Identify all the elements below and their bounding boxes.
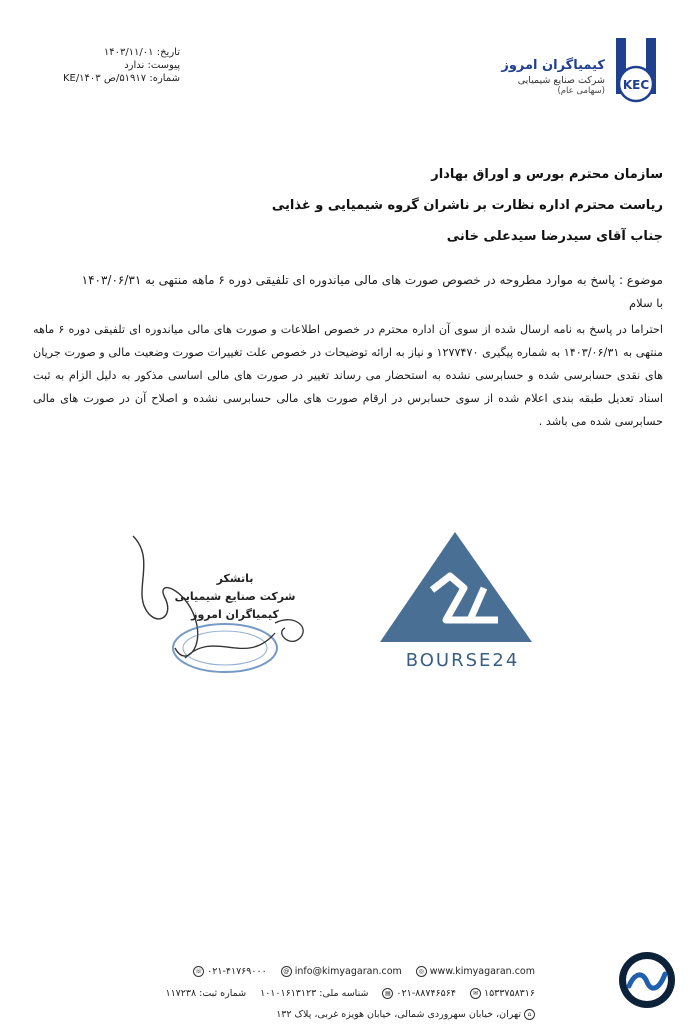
footer-row-contact: [194, 966, 535, 977]
signature-text: [165, 570, 305, 624]
letter-greeting: با سلام: [629, 296, 663, 310]
addressee-line-3: جناب آقای سیدرضا سیدعلی خانی: [446, 229, 663, 244]
letter-date: تاریخ: ۱۴۰۳/۱۱/۰۱: [103, 47, 180, 58]
footer-row-address: [205, 1009, 535, 1020]
location-icon: ⌂: [524, 1009, 535, 1020]
phone-icon: ☏: [194, 968, 203, 975]
footer-national-id: شناسه ملی: ۱۰۱۰۱۶۱۳۱۲۳: [260, 988, 369, 999]
signature-company-name: کیمیاگران امروز: [191, 608, 279, 621]
footer-address: ⌂ تهران، خیابان سهروردی شمالی، خیابان هویزه غربی، پلاک ۱۳۲: [276, 1009, 535, 1020]
signature-block: [125, 528, 335, 678]
bourse24-triangle-icon: [380, 530, 540, 650]
addressee-line-2: ریاست محترم اداره نظارت بر ناشران گروه شیمیایی و غذایی: [271, 198, 663, 213]
company-name-block: [495, 58, 605, 96]
letter-number: شماره: ۵۱۹۱۷/ص KE/۱۴۰۳: [62, 73, 180, 84]
bourse24-label: BOURSE24: [405, 650, 520, 671]
letter-attachment: پیوست: ندارد: [124, 60, 180, 71]
kec-logo-icon: [612, 38, 660, 108]
footer-registration: شماره ثبت: ۱۱۷۲۳۸: [165, 988, 247, 999]
footer-badge: [617, 950, 677, 1010]
letter-subject: موضوع : پاسخ به موارد مطروحه در خصوص صورت های مالی میاندوره ای تلفیقی دوره ۶ ماهه منتهی به ۱۴۰۳/۰۶/۳۱: [81, 273, 663, 287]
company-logo: [612, 38, 660, 108]
fax-icon: ▤: [382, 988, 393, 999]
letter-meta: [60, 46, 180, 85]
footer-row-ids: [165, 988, 535, 999]
company-subtitle: شرکت صنایع شیمیایی: [517, 75, 605, 86]
addressee-line-1: سازمان محترم بورس و اوراق بهادار: [431, 167, 663, 182]
signature-closing: باتشکر: [216, 572, 254, 585]
footer-website[interactable]: ◎ www.kimyagaran.com: [416, 966, 535, 977]
letter-body: احتراما در پاسخ به نامه ارسال شده از سوی آن اداره محترم در خصوص اطلاعات و صورت های مالی میاندوره ای تلفیقی دوره ۶ ماهه منتهی به ۱۴۰۳/۰۶/۳۱ به شماره پیگیری ۱۲۷۷۴۷۰ و نیاز به ارائه توضیحات در خصوص علت تغییرات صورت وضعیت مالی و صورت جریان های نقدی حسابرسی شده و حسابرسی نشده به استحضار می رساند تغییر در صورت های مالی اساسی مذکور به دلیل الزام به ثبت اسناد تعدیل طبقه بندی اعلام شده از سوی حسابرس در ارقام صورت های مالی حسابرسی نشده و اصلاح آن در صورت های مالی حسابرسی شده می باشد .: [33, 323, 664, 428]
footer-email[interactable]: @ info@kimyagaran.com: [281, 966, 402, 977]
logo-letters: KEC: [622, 78, 650, 92]
footer-postal: ۱۵۳۳۷۵۸۳۱۶ ✉: [470, 988, 535, 999]
company-type: (سهامی عام): [557, 86, 605, 96]
globe-icon: ◎: [416, 966, 427, 977]
signature-company-line: شرکت صنایع شیمیایی: [174, 590, 296, 603]
footer-phone: ۰۲۱-۴۱۷۶۹۰۰۰ ☏: [194, 966, 267, 977]
company-name: کیمیاگران امروز: [501, 58, 605, 73]
footer-fax: ۰۲۱-۸۸۷۴۶۵۶۴ ▤: [382, 988, 456, 999]
postal-icon: ✉: [470, 988, 481, 999]
chart-circle-icon: [617, 950, 677, 1010]
email-icon: @: [281, 966, 292, 977]
